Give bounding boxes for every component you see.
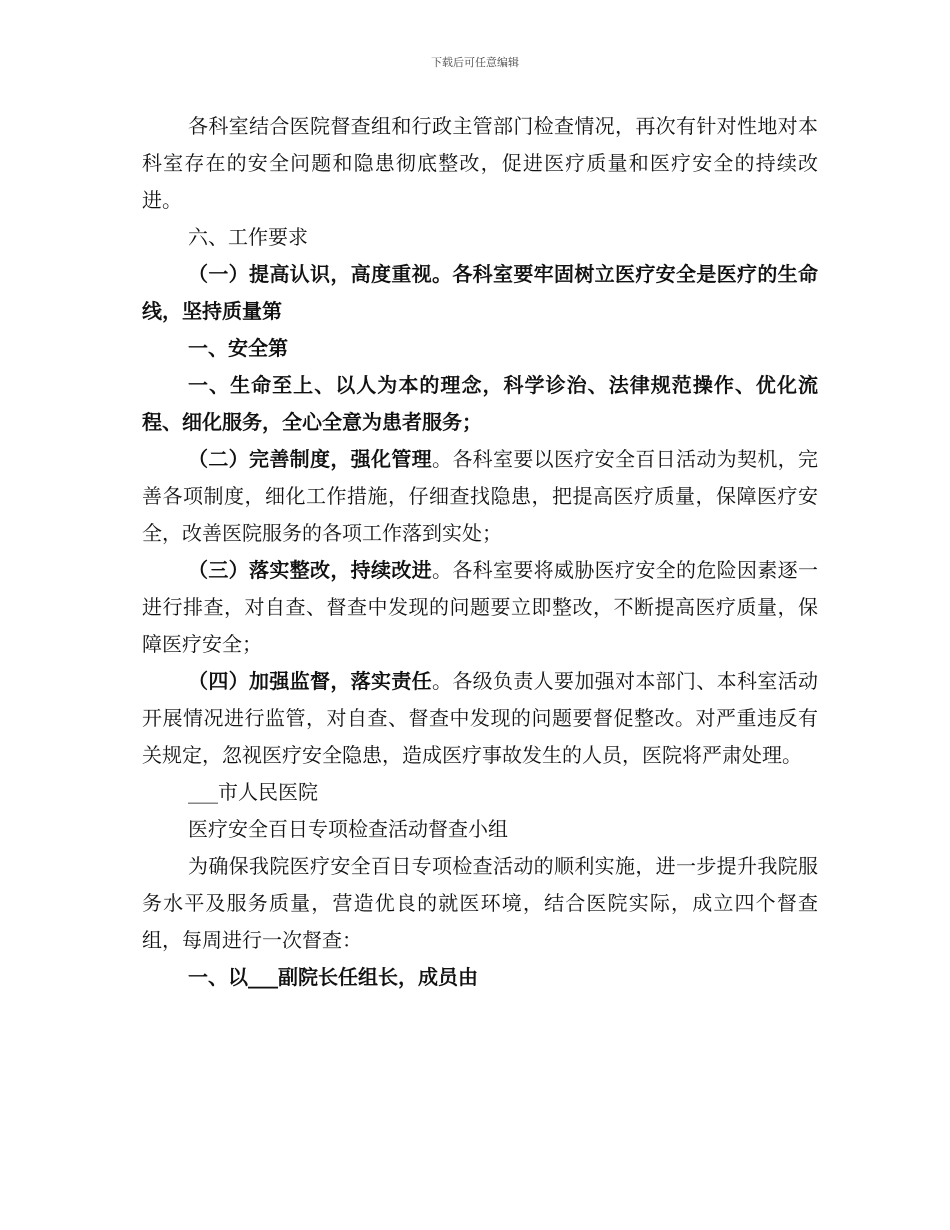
requirement-4-title: （四）加强监督，落实责任 (188, 669, 432, 693)
paragraph-requirement-2 (142, 441, 818, 552)
page-header: 下载后可任意编辑 (431, 56, 519, 69)
paragraph-rectification: 各科室结合医院督查组和行政主管部门检查情况，再次有针对性地对本科室存在的安全问题和隐患彻底整改，促进医疗质量和医疗安全的持续改进。 (142, 114, 818, 212)
document-body (142, 108, 818, 996)
requirement-4-text: 。各级负责人要加强对本部门、本科室活动开展情况进行监管，对自查、督查中发现的问题要督促整改。对严重违反有关规定，忽视医疗安全隐患，造成医疗事故发生的人员，医院将严肃处理。 (142, 669, 818, 767)
paragraph-group-1: 一、以___副院长任组长，成员由 (188, 965, 478, 989)
section-heading-work-requirements: 六、工作要求 (188, 225, 308, 249)
paragraph-requirement-3 (142, 552, 818, 663)
requirement-3-title: （三）落实整改，持续改进 (188, 558, 432, 582)
paragraph-life-first: 一、生命至上、以人为本的理念，科学诊治、法律规范操作、优化流程、细化服务，全心全意为患者服务； (142, 373, 818, 434)
paragraph-introduction: 为确保我院医疗安全百日专项检查活动的顺利实施，进一步提升我院服务水平及服务质量，营造优良的就医环境，结合医院实际，成立四个督查组，每周进行一次督查： (142, 854, 818, 952)
signature-hospital: ___市人民医院 (188, 780, 318, 804)
paragraph-requirement-1: （一）提高认识，高度重视。各科室要牢固树立医疗安全是医疗的生命线，坚持质量第 (142, 262, 818, 323)
requirement-2-title: （二）完善制度，强化管理 (188, 447, 432, 471)
document-title-supervision-group: 医疗安全百日专项检查活动督查小组 (188, 817, 508, 841)
paragraph-safety-first: 一、安全第 (188, 336, 288, 360)
paragraph-requirement-4 (142, 663, 818, 774)
requirement-3-text: 。各科室要将威胁医疗安全的危险因素逐一进行排查，对自查、督查中发现的问题要立即整改，不断提高医疗质量，保障医疗安全； (142, 558, 818, 656)
requirement-2-text: 。各科室要以医疗安全百日活动为契机，完善各项制度，细化工作措施，仔细查找隐患，把提高医疗质量，保障医疗安全，改善医院服务的各项工作落到实处； (142, 447, 818, 545)
